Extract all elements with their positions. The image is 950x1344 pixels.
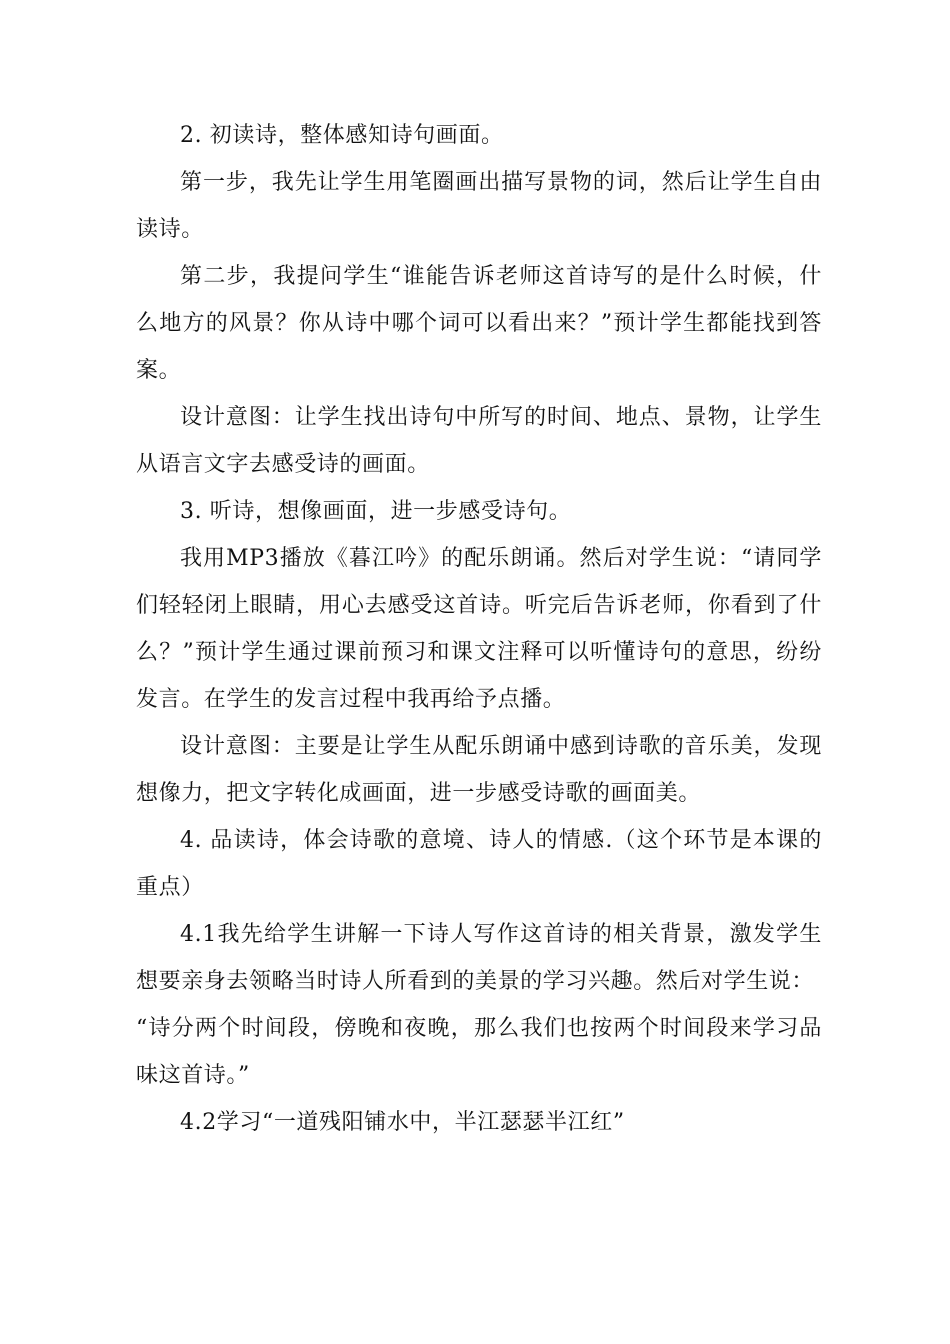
section-heading-4: 4. 品读诗，体会诗歌的意境、诗人的情感.（这个环节是本课的重点） bbox=[136, 828, 822, 900]
paragraph-time-periods-quote: “诗分两个时间段，傍晚和夜晚，那么我们也按两个时间段来学习品味这首诗。” bbox=[136, 1016, 822, 1088]
paragraph-design-intent-2: 设计意图：主要是让学生从配乐朗诵中感到诗歌的音乐美，发现想像力，把文字转化成画面，进一步感受诗歌的画面美。 bbox=[136, 734, 822, 806]
paragraph-step-two: 第二步，我提问学生“谁能告诉老师这首诗写的是什么时候，什么地方的风景？你从诗中哪个词可以看出来？”预计学生都能找到答案。 bbox=[136, 264, 822, 383]
paragraph-mp3-recital: 我用MP3播放《暮江吟》的配乐朗诵。然后对学生说：“请同学们轻轻闭上眼睛，用心去感受这首诗。听完后告诉老师，你看到了什么？”预计学生通过课前预习和课文注释可以听懂诗句的意思，纷纷发言。在学生的发言过程中我再给予点播。 bbox=[136, 546, 822, 712]
paragraph-4-1: 4.1我先给学生讲解一下诗人写作这首诗的相关背景，激发学生想要亲身去领略当时诗人所看到的美景的学习兴趣。然后对学生说： bbox=[136, 922, 822, 994]
document-body bbox=[136, 112, 822, 1146]
section-heading-2: 2. 初读诗，整体感知诗句画面。 bbox=[180, 123, 504, 148]
paragraph-design-intent-1: 设计意图：让学生找出诗句中所写的时间、地点、景物，让学生从语言文字去感受诗的画面。 bbox=[136, 405, 822, 477]
paragraph-4-2: 4.2学习“一道残阳铺水中，半江瑟瑟半江红” bbox=[180, 1110, 625, 1135]
section-heading-3: 3. 听诗，想像画面，进一步感受诗句。 bbox=[180, 499, 572, 524]
paragraph-step-one: 第一步，我先让学生用笔圈画出描写景物的词，然后让学生自由读诗。 bbox=[136, 170, 822, 242]
